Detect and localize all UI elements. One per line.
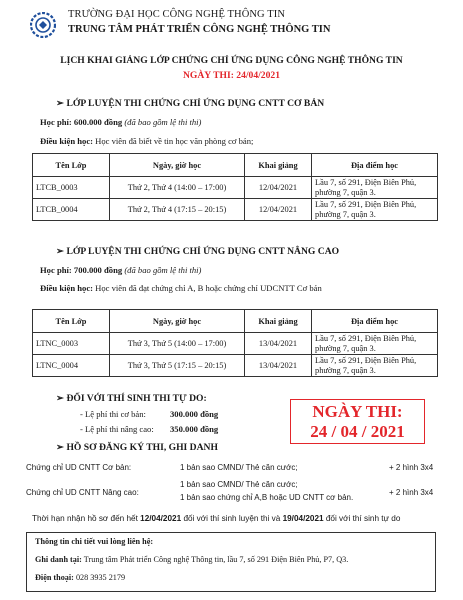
university-name: TRƯỜNG ĐẠI HỌC CÔNG NGHỆ THÔNG TIN — [68, 9, 286, 20]
docs-basic-photo: + 2 hình 3x4 — [389, 463, 434, 472]
free-candidate-heading: ➢ ĐỐI VỚI THÍ SINH THI TỰ DO: — [56, 393, 207, 404]
table-row — [33, 199, 438, 221]
class-time: Thứ 2, Thứ 4 (17:15 – 20:15) — [110, 199, 245, 221]
class-start: 12/04/2021 — [245, 177, 312, 199]
docs-basic-label: Chứng chỉ UD CNTT Cơ bản: — [26, 463, 132, 472]
contact-address: Ghi danh tại: Trung tâm Phát triển Công nghệ Thông tin, lầu 7, số 291 Điện Biên Phủ, P7, Q3. — [35, 555, 349, 564]
table-header-row — [33, 154, 438, 177]
advanced-fee: Học phí: 700.000 đồng (đã bao gồm lệ thi thi) — [40, 265, 202, 275]
docs-basic-req: 1 bản sao CMND/ Thẻ căn cước; — [180, 463, 298, 472]
basic-fee: Học phí: 600.000 đồng (đã bao gồm lệ thi thi) — [40, 117, 202, 127]
docs-advanced-req2: 1 bản sao chứng chỉ A,B hoặc UD CNTT cơ bản. — [180, 493, 354, 502]
column-header: Địa điểm học — [312, 310, 438, 333]
exam-date-box — [290, 399, 425, 444]
class-code: LTCB_0004 — [33, 199, 110, 221]
page-title: LỊCH KHAI GIẢNG LỚP CHỨNG CHỈ ỨNG DỤNG CÔNG NGHỆ THÔNG TIN — [60, 55, 403, 66]
class-location: Lầu 7, số 291, Điện Biên Phủ, phường 7, quận 3. — [312, 355, 438, 377]
column-header: Khai giảng — [245, 154, 312, 177]
class-location: Lầu 7, số 291, Điện Biên Phủ, phường 7, quận 3. — [312, 333, 438, 355]
docs-advanced-req1: 1 bản sao CMND/ Thẻ căn cước; — [180, 480, 298, 489]
column-header: Tên Lớp — [33, 154, 110, 177]
advanced-condition: Điều kiện học: Học viên đã đạt chứng chỉ A, B hoặc chứng chỉ UDCNTT Cơ bản — [40, 283, 322, 293]
arrow-icon: ➢ — [56, 246, 65, 257]
free-basic-fee: - Lệ phí thi cơ bản: 300.000 đồng — [80, 409, 219, 419]
column-header: Khai giảng — [245, 310, 312, 333]
column-header: Ngày, giờ học — [110, 154, 245, 177]
free-advanced-fee: - Lệ phí thi nâng cao: 350.000 đồng — [80, 424, 219, 434]
university-logo-icon — [30, 12, 56, 38]
advanced-section-heading: ➢ LỚP LUYỆN THI CHỨNG CHỈ ỨNG DỤNG CNTT NÂNG CAO — [56, 246, 340, 257]
arrow-icon: ➢ — [56, 442, 65, 453]
center-name: TRUNG TÂM PHÁT TRIỂN CÔNG NGHỆ THÔNG TIN — [68, 24, 331, 35]
basic-section-heading: ➢ LỚP LUYỆN THI CHỨNG CHỈ ỨNG DỤNG CNTT CƠ BẢN — [56, 98, 325, 109]
free-advanced-value: 350.000 đồng — [170, 424, 219, 434]
docs-advanced-photo: + 2 hình 3x4 — [389, 488, 434, 497]
class-time: Thứ 3, Thứ 5 (17:15 – 20:15) — [110, 355, 245, 377]
arrow-icon: ➢ — [56, 98, 65, 109]
column-header: Ngày, giờ học — [110, 310, 245, 333]
class-location: Lầu 7, số 291, Điện Biên Phủ, phường 7, quận 3. — [312, 199, 438, 221]
class-time: Thứ 2, Thứ 4 (14:00 – 17:00) — [110, 177, 245, 199]
basic-condition: Điều kiện học: Học viên đã biết về tin học văn phòng cơ bản; — [40, 136, 254, 146]
arrow-icon: ➢ — [56, 393, 65, 404]
table-row — [33, 333, 438, 355]
class-time: Thứ 3, Thứ 5 (14:00 – 17:00) — [110, 333, 245, 355]
column-header: Địa điểm học — [312, 154, 438, 177]
basic-class-table — [32, 153, 438, 221]
table-row — [33, 355, 438, 377]
contact-phone: Điện thoại: 028 3935 2179 — [35, 573, 126, 582]
docs-advanced-label: Chứng chỉ UD CNTT Nâng cao: — [26, 488, 139, 497]
class-start: 13/04/2021 — [245, 333, 312, 355]
exam-date-label: NGÀY THI: — [312, 402, 403, 421]
column-header: Tên Lớp — [33, 310, 110, 333]
documents-heading: ➢ HỒ SƠ ĐĂNG KÝ THI, GHI DANH — [56, 442, 218, 453]
table-row — [33, 177, 438, 199]
contact-box — [26, 532, 436, 592]
advanced-class-table — [32, 309, 438, 377]
contact-title: Thông tin chi tiết vui lòng liên hệ: — [35, 537, 154, 546]
class-start: 12/04/2021 — [245, 199, 312, 221]
class-start: 13/04/2021 — [245, 355, 312, 377]
exam-date-line: NGÀY THI: 24/04/2021 — [182, 70, 280, 81]
deadline-note: Thời hạn nhận hồ sơ đến hết 12/04/2021 đối với thí sinh luyện thi và 19/04/2021 đối với thí sinh tự do — [32, 514, 401, 523]
class-location: Lầu 7, số 291, Điện Biên Phủ, phường 7, quận 3. — [312, 177, 438, 199]
class-code: LTNC_0004 — [33, 355, 110, 377]
class-code: LTNC_0003 — [33, 333, 110, 355]
exam-date-value: 24 / 04 / 2021 — [310, 422, 405, 441]
table-header-row — [33, 310, 438, 333]
class-code: LTCB_0003 — [33, 177, 110, 199]
